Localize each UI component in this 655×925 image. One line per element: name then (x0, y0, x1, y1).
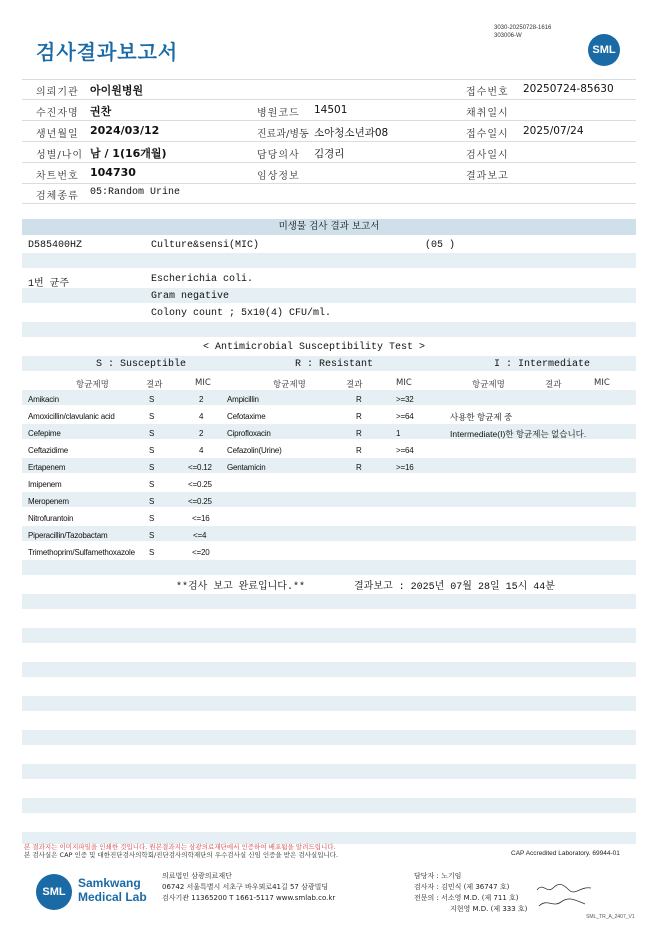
drug-mic: <=16 (192, 514, 210, 523)
footer-cap-notice: 본 검사실은 CAP 인증 및 대한진단검사의학회/진단검사의학재단의 우수검사실 신임 인증을 받은 검사실입니다. (24, 851, 339, 859)
divider (22, 203, 636, 204)
test-name: Culture&sensi(MIC) (151, 240, 260, 251)
drug-result: S (149, 412, 155, 421)
drug-result: S (149, 463, 155, 472)
staff-line: 전문의 : 서소영 M.D. (제 711 호) (414, 894, 519, 902)
label-chart-no: 차트번호 (36, 171, 79, 182)
drug-result: S (149, 480, 155, 489)
col-header-mic: MIC (594, 378, 610, 388)
value-patient-name: 권찬 (90, 105, 112, 118)
footer-staff (414, 871, 527, 915)
drug-result: S (149, 446, 155, 455)
brand-name (78, 876, 147, 904)
row-stripe (22, 322, 636, 337)
value-birthdate: 2024/03/12 (90, 124, 160, 137)
value-chart-no: 104730 (90, 166, 136, 179)
label-collection-time: 채취일시 (466, 108, 509, 119)
row-stripe (22, 594, 636, 609)
label-birthdate: 생년월일 (36, 129, 79, 140)
drug-mic: <=0.25 (188, 480, 212, 489)
staff-line: 검사자 : 김민식 (제 36747 호) (414, 883, 510, 891)
drug-mic: <=0.25 (188, 497, 212, 506)
legend-resistant: R : Resistant (295, 359, 374, 370)
drug-name: Meropenem (28, 497, 69, 506)
drug-result: S (149, 497, 155, 506)
drug-mic: >=64 (396, 412, 414, 421)
label-doctor: 담당의사 (257, 150, 300, 161)
footer-notice: 본 결과지는 이미지파일을 인쇄한 것입니다. 원본결과지는 삼광의료재단에서 인증하여 배포됨을 알려드립니다. (24, 843, 336, 851)
divider (22, 141, 636, 142)
drug-result: R (356, 429, 362, 438)
drug-name: Cefazolin(Urine) (227, 446, 282, 455)
label-sex-age: 성별/나이 (36, 150, 84, 161)
section-title: 미생물 검사 결과 보고서 (22, 219, 636, 235)
form-code: SML_TR_A_2407_V1 (586, 914, 635, 920)
label-test-date: 검사일시 (466, 150, 509, 161)
col-header-mic: MIC (195, 378, 211, 388)
col-header-drug: 항균제명 (76, 380, 109, 390)
row-stripe (22, 560, 636, 575)
value-specimen: 05:Random Urine (90, 187, 181, 198)
divider (22, 162, 636, 163)
row-stripe (22, 390, 636, 405)
drug-name: Ciprofloxacin (227, 429, 271, 438)
cap-code: CAP Accredited Laboratory. 69944-01 (511, 850, 620, 857)
row-stripe (22, 458, 636, 473)
drug-mic: 2 (199, 395, 204, 404)
drug-result: S (149, 531, 155, 540)
staff-line: 지현영 M.D. (제 333 호) (450, 905, 528, 913)
drug-name: Gentamicin (227, 463, 266, 472)
col-header-result: 결과 (346, 380, 363, 390)
drug-result: R (356, 412, 362, 421)
row-stripe (22, 288, 636, 303)
row-stripe (22, 253, 636, 268)
drug-mic: 1 (396, 429, 401, 438)
label-specimen: 검체종류 (36, 191, 79, 202)
drug-name: Cefotaxime (227, 412, 266, 421)
drug-result: S (149, 514, 155, 523)
label-department: 진료과/병동 (257, 129, 309, 140)
label-report: 결과보고 (466, 171, 509, 182)
value-sex-age: 남 / 1(16개월) (90, 147, 167, 160)
staff-line: 담당자 : 노기임 (414, 872, 462, 880)
drug-result: S (149, 395, 155, 404)
drug-mic: <=0.12 (188, 463, 212, 472)
value-institution: 아이원병원 (90, 84, 144, 97)
row-stripe (22, 662, 636, 677)
drug-result: R (356, 446, 362, 455)
value-receipt-no: 20250724-85630 (523, 83, 614, 95)
test-number: (05 ) (425, 240, 456, 251)
document-id-main: 3030-20250728-1616 (494, 25, 552, 31)
document-id (494, 24, 551, 40)
org-address: 06742 서울특별시 서초구 바우뫼로41길 57 삼광빌딩 (162, 883, 329, 891)
drug-result: S (149, 548, 155, 557)
label-receipt-date: 접수일시 (466, 129, 509, 140)
divider (22, 120, 636, 121)
row-stripe (22, 492, 636, 507)
org-name: 의료법인 삼광의료재단 (162, 872, 232, 880)
label-hospital-code: 병원코드 (257, 108, 300, 119)
col-header-drug: 항균제명 (472, 380, 505, 390)
drug-name: Ampicillin (227, 395, 259, 404)
label-institution: 의뢰기관 (36, 87, 79, 98)
drug-mic: <=20 (192, 548, 210, 557)
intermediate-note: 사용한 항균제 중 (450, 412, 513, 422)
drug-name: Nitrofurantoin (28, 514, 74, 523)
organism-label: 1번 균주 (28, 279, 69, 290)
sml-logo-icon: SML (588, 34, 620, 66)
value-department: 소아청소년과08 (314, 127, 389, 139)
drug-result: R (356, 395, 362, 404)
row-stripe (22, 764, 636, 779)
ast-title: < Antimicrobial Susceptibility Test > (203, 342, 426, 353)
drug-name: Amikacin (28, 395, 59, 404)
sml-logo-icon: SML (36, 874, 72, 910)
organism-count: Colony count ; 5x10(4) CFU/ml. (151, 308, 332, 319)
col-header-drug: 항균제명 (273, 380, 306, 390)
value-doctor: 김경리 (314, 148, 345, 160)
drug-name: Amoxicillin/clavulanic acid (28, 412, 115, 421)
report-time: 결과보고 : 2025년 07월 28일 15시 44분 (354, 582, 555, 593)
intermediate-note: Intermediate(I)한 항균제는 없습니다. (450, 429, 587, 439)
drug-name: Ceftazidime (28, 446, 69, 455)
legend-susceptible: S : Susceptible (96, 359, 187, 370)
row-stripe (22, 526, 636, 541)
signature-image (535, 880, 595, 910)
value-hospital-code: 14501 (314, 104, 348, 116)
divider (22, 99, 636, 100)
drug-mic: 2 (199, 429, 204, 438)
value-receipt-date: 2025/07/24 (523, 125, 584, 137)
organism-gram: Gram negative (151, 291, 230, 302)
drug-name: Trimethoprim/Sulfamethoxazole (28, 548, 135, 557)
label-patient-name: 수진자명 (36, 108, 79, 119)
drug-mic: 4 (199, 446, 204, 455)
col-header-result: 결과 (146, 380, 163, 390)
drug-mic: >=64 (396, 446, 414, 455)
page-title: 검사결과보고서 (36, 40, 179, 64)
drug-mic: >=32 (396, 395, 414, 404)
divider (22, 79, 636, 80)
drug-mic: <=4 (193, 531, 207, 540)
row-stripe (22, 628, 636, 643)
legend-intermediate: I : Intermediate (494, 359, 591, 370)
drug-name: Imipenem (28, 480, 62, 489)
org-contact: 검사기관 11365200 T 1661-5117 www.smlab.co.kr (162, 894, 336, 902)
row-stripe (22, 798, 636, 813)
drug-mic: 4 (199, 412, 204, 421)
col-header-mic: MIC (396, 378, 412, 388)
organism-name: Escherichia coli. (151, 274, 254, 285)
label-receipt-no: 접수번호 (466, 87, 509, 98)
test-code: D585400HZ (28, 240, 83, 251)
drug-name: Ertapenem (28, 463, 66, 472)
label-clinical-info: 임상정보 (257, 171, 300, 182)
divider (22, 183, 636, 184)
drug-name: Cefepime (28, 429, 61, 438)
col-header-result: 결과 (545, 380, 562, 390)
drug-name: Piperacillin/Tazobactam (28, 531, 108, 540)
footer-org-info (162, 871, 335, 904)
report-complete: **검사 보고 완료입니다.** (176, 582, 305, 593)
row-stripe (22, 696, 636, 711)
drug-result: S (149, 429, 155, 438)
row-stripe (22, 730, 636, 745)
brand-line-2: Medical Lab (78, 890, 147, 904)
document-id-sub: 303006-W (494, 33, 522, 39)
brand-line-1: Samkwang (78, 876, 141, 890)
drug-mic: >=16 (396, 463, 414, 472)
drug-result: R (356, 463, 362, 472)
